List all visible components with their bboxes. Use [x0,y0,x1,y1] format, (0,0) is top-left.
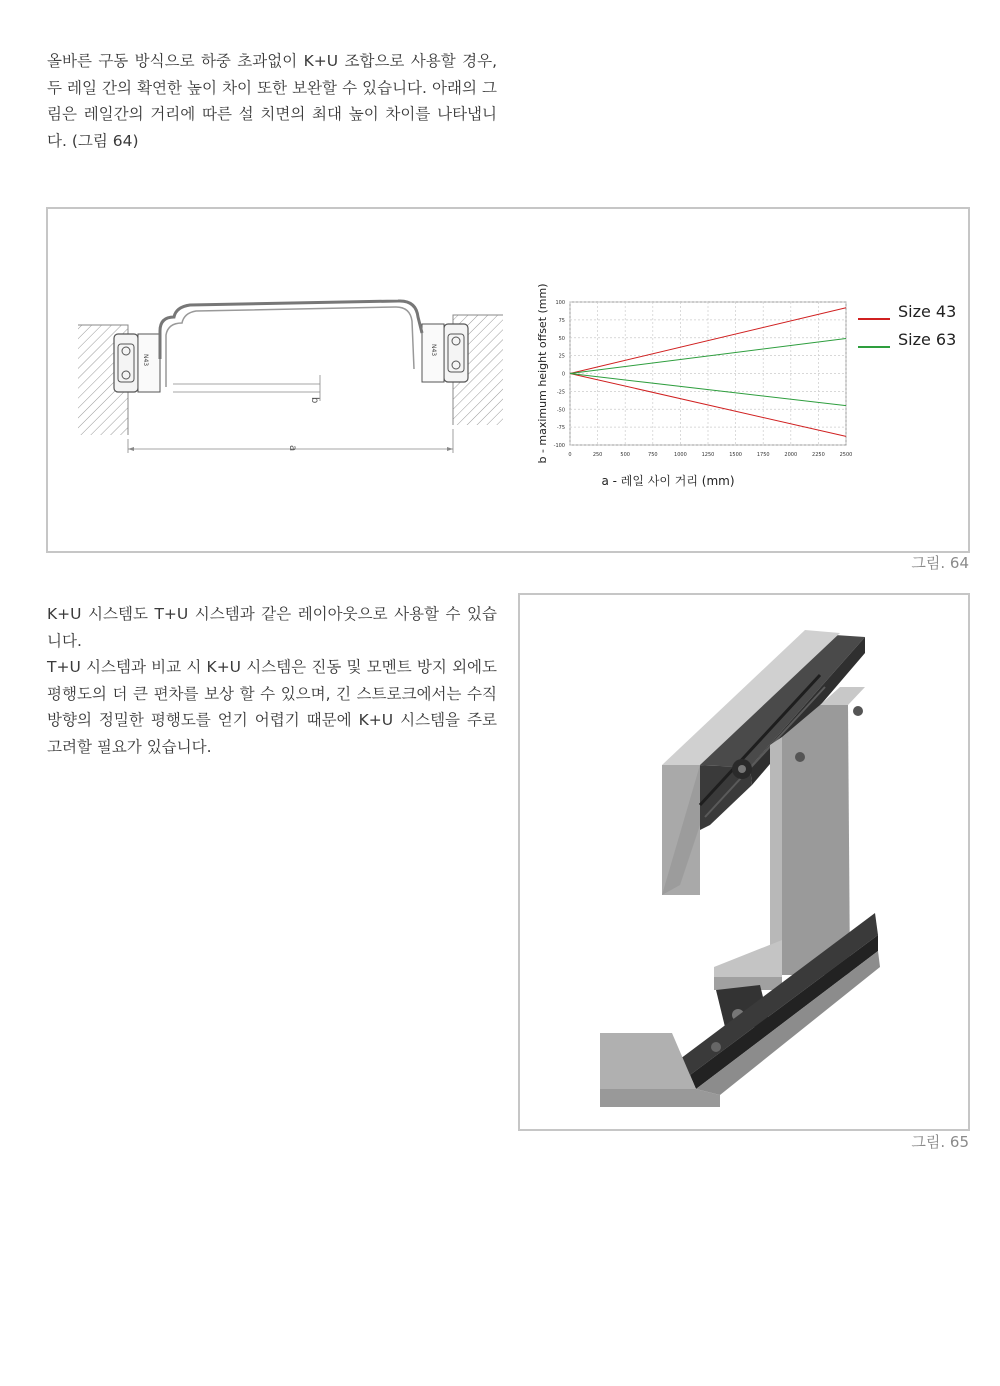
height-offset-chart [528,229,968,529]
intro-text: 올바른 구동 방식으로 하중 초과없이 K+U 조합으로 사용할 경우,두 레일 간의 확연한 높이 차이 또한 보완할 수 있습니다. 아래의 그림은 레일간의 거리에 따른 설 치면의 최대 높이 차이를 나타냅니다. (그림 64) [47,52,497,150]
x-axis-label: a - 레일 사이 거리 (mm) [601,474,735,488]
x-tick-label: 2250 [812,452,825,458]
y-axis-label: b - maximum height offset (mm) [536,283,549,464]
y-tick-label: -75 [556,425,565,432]
rail-label-left: N43 [142,354,149,367]
lower-bracket [714,940,782,977]
y-tick-label: -50 [556,407,565,414]
y-tick-label: 50 [558,335,565,342]
x-tick-label: 750 [648,452,658,458]
y-tick-label: 75 [558,317,565,324]
y-tick-label: 100 [555,300,565,306]
x-tick-label: 1750 [756,452,770,458]
rail-label-right: N43 [430,344,437,357]
x-tick-label: 1500 [729,452,742,458]
lower-rail-bolt [711,1042,721,1052]
lower-base-beam [600,1033,696,1089]
vertical-plate-front [782,705,850,975]
legend-label-size-43: Size 43 [898,302,957,321]
x-tick-label: 1250 [701,452,715,458]
legend-label-size-63: Size 63 [898,330,957,349]
body-paragraph [47,601,497,760]
figure-65-frame [518,593,970,1131]
x-tick-label: 500 [620,452,630,458]
intro-paragraph [47,48,497,154]
ku-system-3d-illustration [520,595,968,1129]
x-tick-label: 1000 [674,452,687,458]
figure-64-caption: 그림. 64 [911,554,969,572]
x-tick-label: 2500 [839,452,853,458]
y-tick-label: 0 [561,371,565,378]
y-tick-label: 25 [558,353,565,360]
rail-cross-section-drawing [78,289,508,489]
figure-65-caption: 그림. 65 [911,1133,969,1151]
plate-bolt-top [795,752,805,762]
y-tick-label: -100 [553,443,565,449]
x-tick-label: 0 [568,452,572,458]
y-tick-label: -25 [556,389,565,396]
x-tick-label: 250 [592,452,603,458]
body-line-2: T+U 시스템과 비교 시 K+U 시스템은 진동 및 모멘트 방지 외에도 평행도의 더 큰 편차를 보상 할 수 있으며, 긴 스트로크에서는 수직 방향의 정밀한 평행도를 얻기 어렵기 때문에 K+U 시스템을 주로 고려할 필요가 있습니다. [47,658,497,756]
body-line-1: K+U 시스템도 T+U 시스템과 같은 레이아웃으로 사용할 수 있습니다. [47,605,497,650]
dimension-a-label: a [287,445,298,452]
x-tick-label: 2000 [784,452,798,458]
figure-64-frame [46,207,970,553]
dimension-b-label: b [309,397,320,404]
